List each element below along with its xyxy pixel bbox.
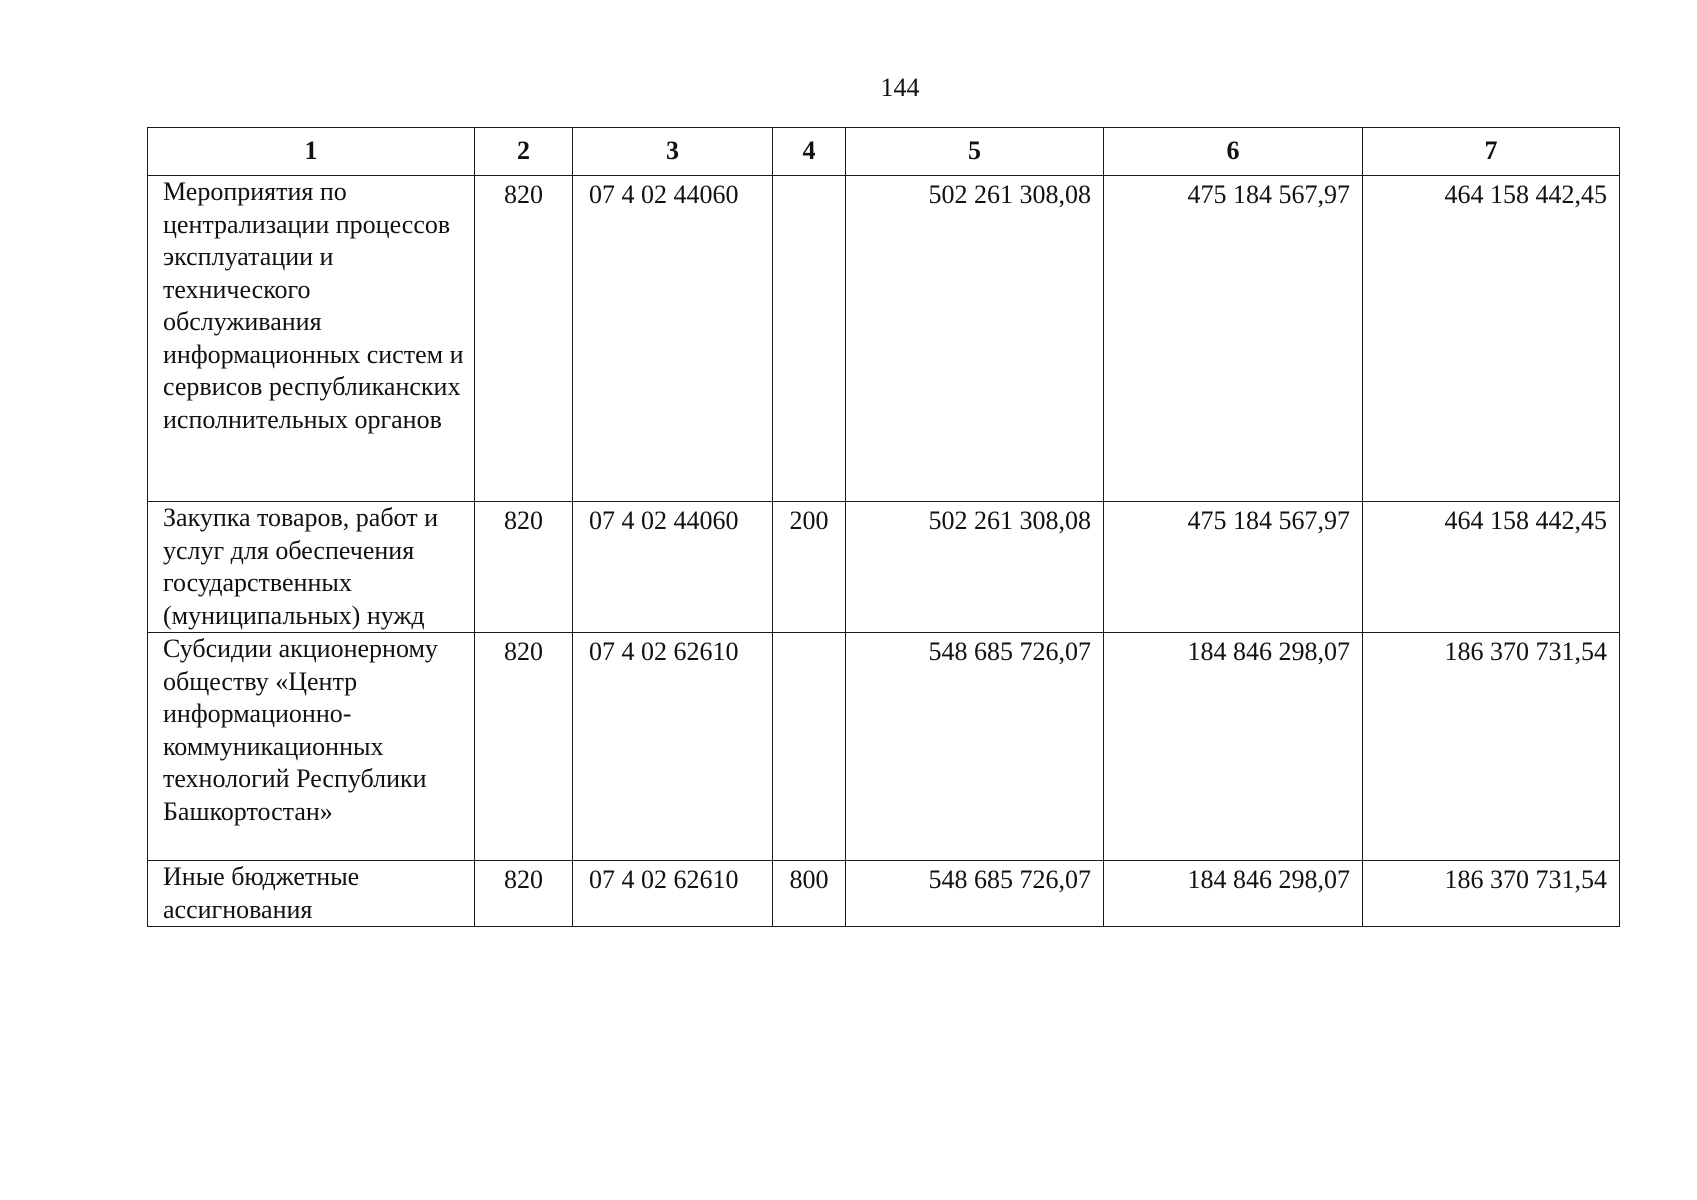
header-col-7: 7 bbox=[1363, 128, 1620, 176]
row-vr: 800 bbox=[773, 861, 846, 927]
row-sum-1: 502 261 308,08 bbox=[846, 502, 1104, 633]
row-name: Мероприятия по централизации процессов эксплуатации и технического обслуживания информационных систем и сервисов республиканских исполнительных органов bbox=[148, 176, 475, 502]
row-ved: 820 bbox=[475, 502, 573, 633]
row-ved: 820 bbox=[475, 861, 573, 927]
row-csr: 07 4 02 62610 bbox=[573, 633, 773, 861]
table-row bbox=[148, 176, 1620, 502]
header-row bbox=[148, 128, 1620, 176]
row-sum-3: 186 370 731,54 bbox=[1363, 633, 1620, 861]
row-csr: 07 4 02 44060 bbox=[573, 502, 773, 633]
header-col-2: 2 bbox=[475, 128, 573, 176]
row-sum-2: 184 846 298,07 bbox=[1104, 633, 1363, 861]
row-vr: 200 bbox=[773, 502, 846, 633]
row-sum-1: 548 685 726,07 bbox=[846, 861, 1104, 927]
row-sum-1: 502 261 308,08 bbox=[846, 176, 1104, 502]
row-sum-2: 475 184 567,97 bbox=[1104, 176, 1363, 502]
table-row bbox=[148, 633, 1620, 861]
budget-table bbox=[147, 127, 1620, 927]
header-col-3: 3 bbox=[573, 128, 773, 176]
header-col-1: 1 bbox=[148, 128, 475, 176]
row-name: Иные бюджетные ассигнования bbox=[148, 861, 475, 927]
row-sum-2: 475 184 567,97 bbox=[1104, 502, 1363, 633]
table-header bbox=[148, 128, 1620, 176]
row-ved: 820 bbox=[475, 633, 573, 861]
row-ved: 820 bbox=[475, 176, 573, 502]
row-sum-3: 186 370 731,54 bbox=[1363, 861, 1620, 927]
page-number: 144 bbox=[880, 73, 920, 102]
row-vr bbox=[773, 633, 846, 861]
table-row bbox=[148, 502, 1620, 633]
row-sum-2: 184 846 298,07 bbox=[1104, 861, 1363, 927]
row-sum-3: 464 158 442,45 bbox=[1363, 502, 1620, 633]
table-row bbox=[148, 861, 1620, 927]
row-csr: 07 4 02 44060 bbox=[573, 176, 773, 502]
table-body bbox=[148, 176, 1620, 927]
header-col-6: 6 bbox=[1104, 128, 1363, 176]
row-sum-1: 548 685 726,07 bbox=[846, 633, 1104, 861]
row-sum-3: 464 158 442,45 bbox=[1363, 176, 1620, 502]
row-name: Субсидии акционерному обществу «Центр информационно-коммуникационных технологий Республики Башкортостан» bbox=[148, 633, 475, 861]
row-csr: 07 4 02 62610 bbox=[573, 861, 773, 927]
header-col-5: 5 bbox=[846, 128, 1104, 176]
row-name: Закупка товаров, работ и услуг для обеспечения государственных (муниципальных) нужд bbox=[148, 502, 475, 633]
row-vr bbox=[773, 176, 846, 502]
header-col-4: 4 bbox=[773, 128, 846, 176]
